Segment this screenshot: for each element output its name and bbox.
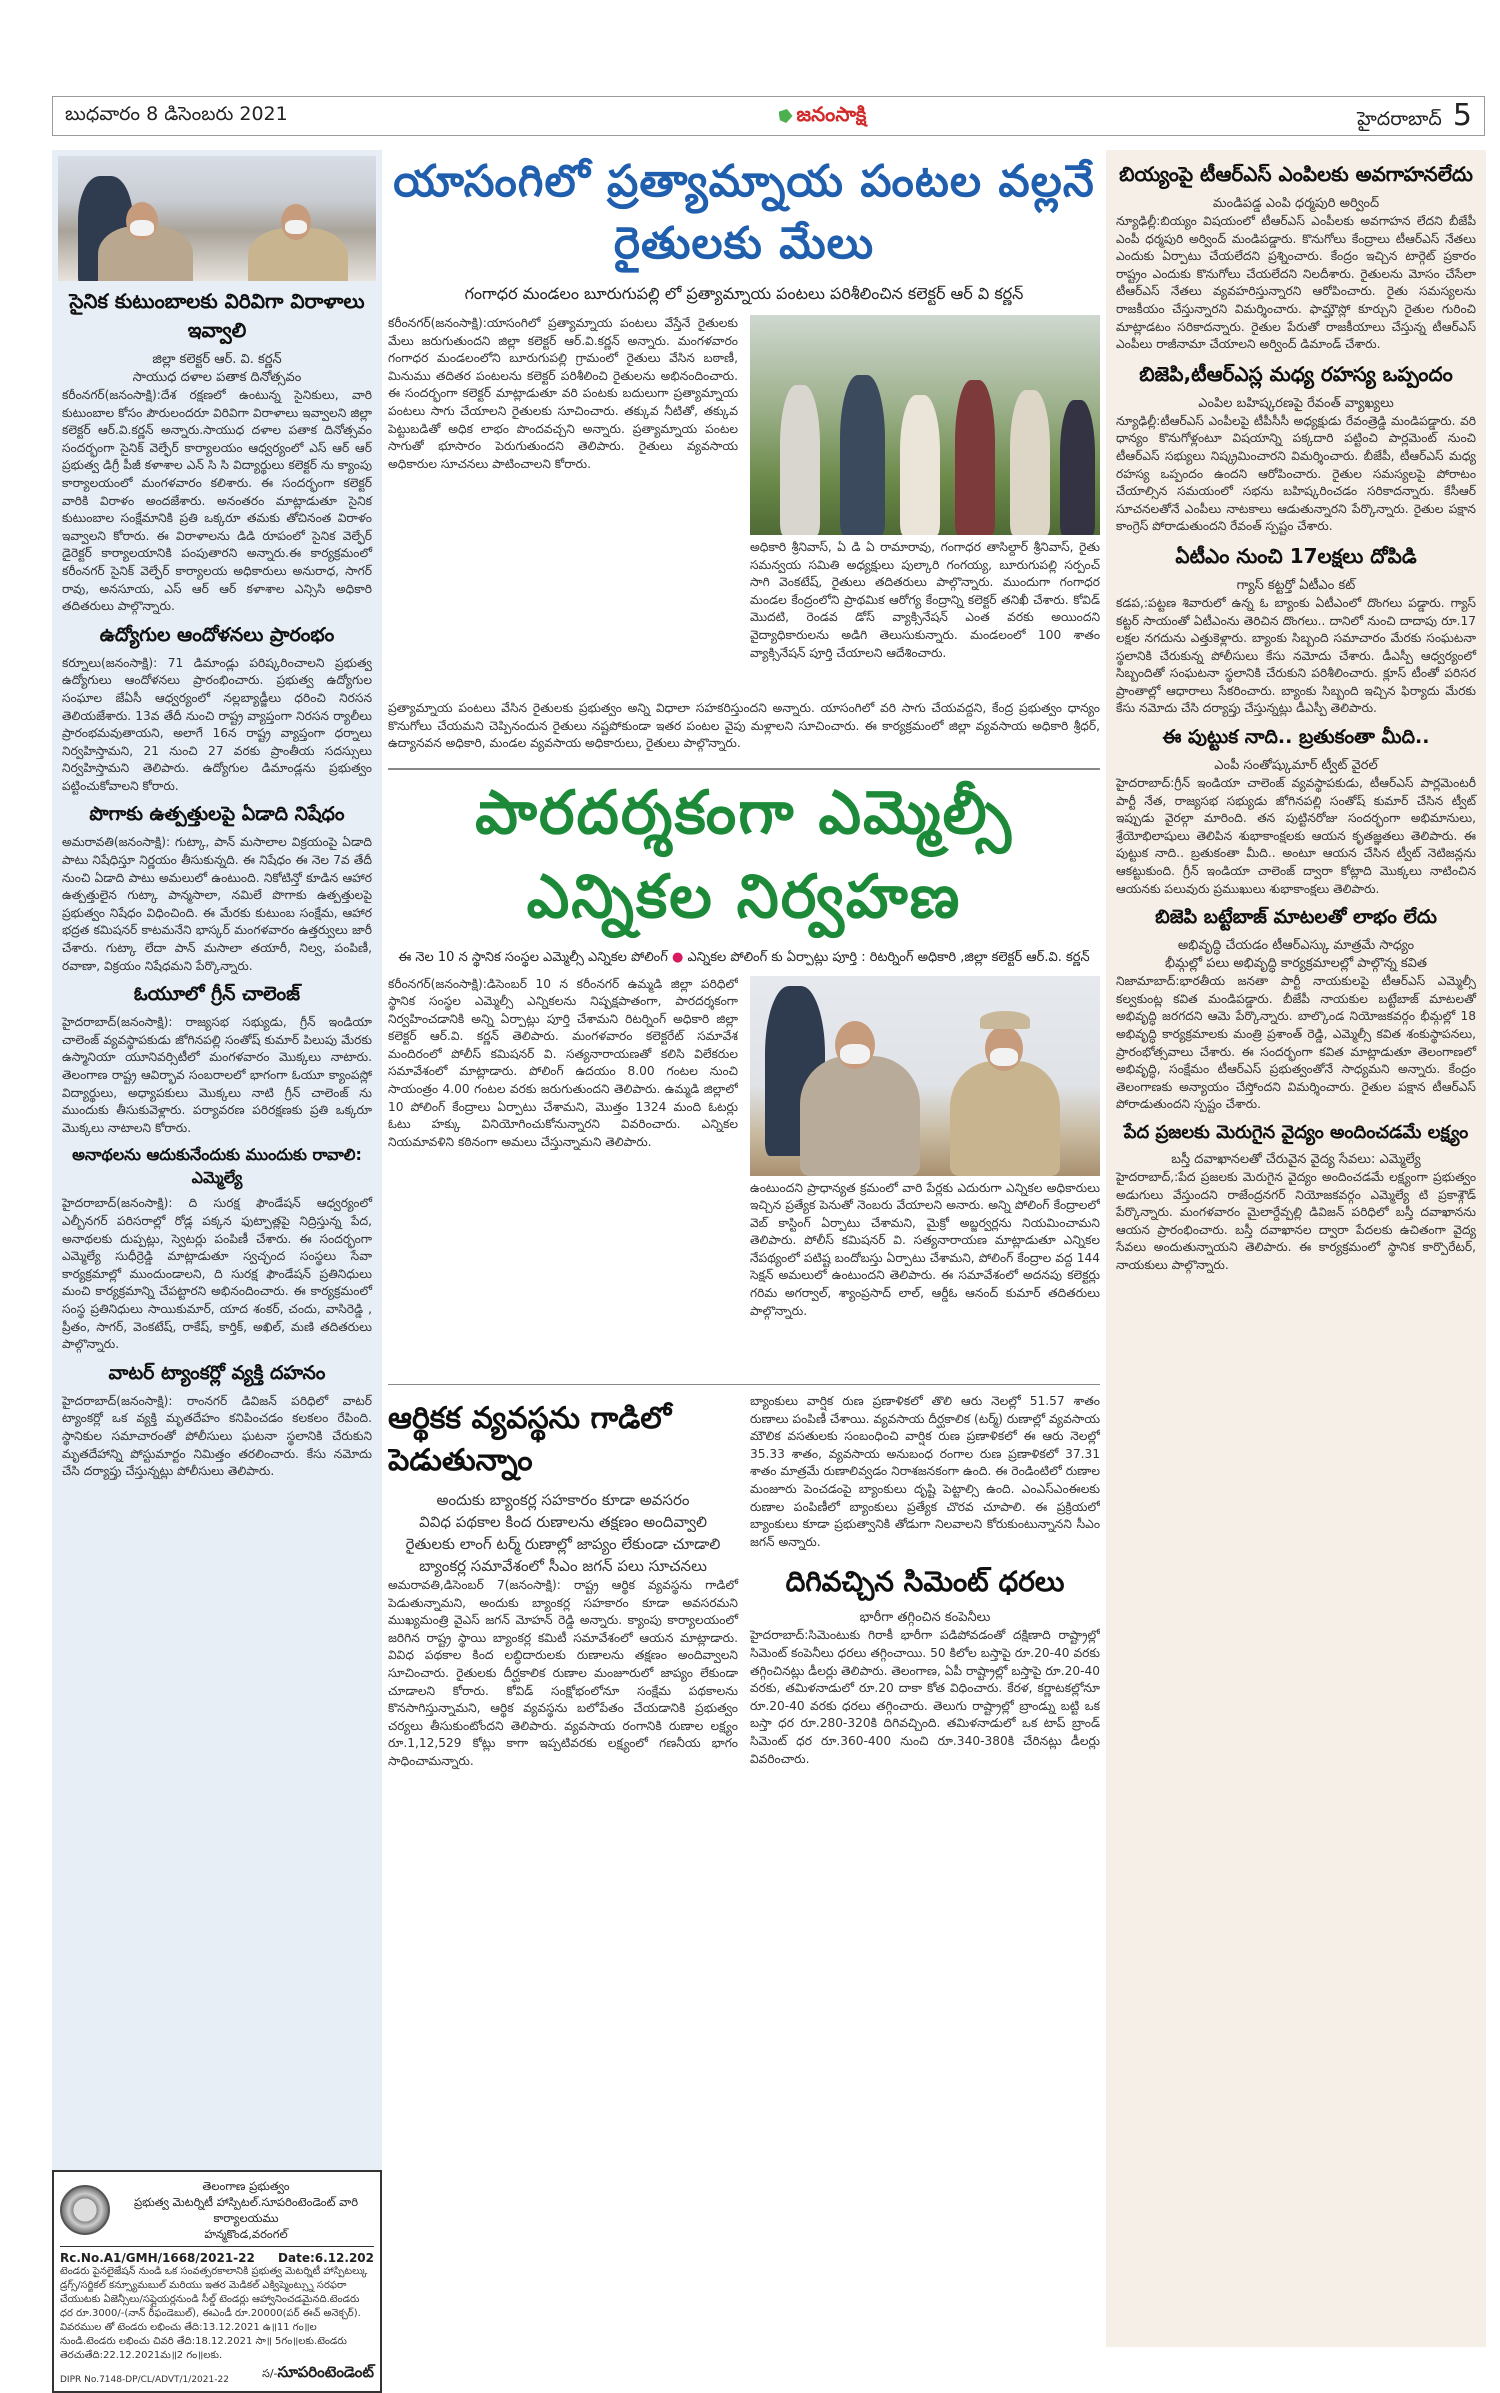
edition-city: హైదరాబాద్ [1357,107,1442,130]
mlc-body-col1: కరీంనగర్(జనంసాక్షి):డిసెంబర్ 10 న కరీంనగర్ ఉమ్మడి జిల్లా పరిధిలో స్థానిక సంస్థల ఎమ్మెల్సీ ఎన్నికలను నిష్పక్షపాతంగా, పారదర్శకంగా నిర్వహించడానికి అన్ని ఏర్పాట్లు పూర్తి చేశామని రిటర్నింగ్ అధికారి జిల్లా కలెక్టర్ ఆర్.వి. కర్ణన్ తెలిపారు. మంగళవారం కలెక్టరేట్ సమావేశ మందిరంలో పోలీస్ కమిషనర్ వి. సత్యనారాయణతో కలిసి విలేకరుల సమావేశంలో మాట్లాడారు. పోలింగ్ ఉదయం 8.00 గంటల నుంచి సాయంత్రం 4.00 గంటల వరకు జరుగుతుందని తెలిపారు. ఉమ్మడి జిల్లాలో 10 పోలింగ్ కేంద్రాలు ఏర్పాటు చేశామని, మొత్తం 1324 మంది ఓటర్లు ఓటు హక్కు వినియోగించుకోనున్నారని వివరించారు. ఎన్నికల నియమావళిని కఠినంగా అమలు చేస్తున్నామని తెలిపారు. [388,976,738,1149]
lead-headline: యాసంగిలో ప్రత్యామ్నాయ పంటల వల్లనే రైతులకు మేలు [393,156,1095,269]
mlc-election-headline: పారదర్శకంగా ఎమ్మెల్సీ ఎన్నికల నిర్వహణ [475,777,1013,932]
ad-office-line: ప్రభుత్వ మెటర్నిటీ హాస్పిటల్.సూపరింటెండెంట్ వారి కార్యాలయము [133,2195,359,2225]
middle-column [388,150,1100,2347]
newspaper-logo [779,102,867,131]
headline-birthday: ఈ పుట్టుక నాది.. బ్రతుకంతా మీది.. [1162,726,1430,749]
article-employees-body: కర్నూలు(జనంసాక్షి): 71 డిమాండ్లు పరిష్కరించాలని ప్రభుత్వ ఉద్యోగులు ఆందోళనలు ప్రారంభించారు. ప్రభుత్వ ఉద్యోగుల సంఘాల జేఏసీ ఆధ్వర్యంలో నల్లబ్యాడ్జీలు ధరించి నిరసన తెలియజేశారు. 13వ తేదీ నుంచి రాష్ట్ర వ్యాప్తంగా నిరసన ర్యాలీలు ప్రారంభమవుతాయని, అలాగే 16న రాష్ట్ర వ్యాప్తంగా ధర్నాలు నిర్వహిస్తామని, 21 నుంచి 27 వరకు ప్రాంతీయ సదస్సులు నిర్వహిస్తామని తెలిపారు. ఉద్యోగుల డిమాండ్లను ప్రభుత్వం పట్టించుకోవాలని కోరారు. [62,655,372,793]
subhead-birthday: ఎంపీ సంతోష్కుమార్ ట్వీట్ వైరల్ [1214,758,1378,774]
subhead-bjp-trs: ఎంపిల బహిష్కరణపై రేవంత్ వ్యాఖ్యలు [1198,395,1394,411]
right-column [1106,150,1486,2347]
article-bjp-trs-body: న్యూఢిల్లీ:టీఆర్ఎస్ ఎంపీలపై టీపీసీసీ అధ్యక్షుడు రేవంత్రెడ్డి మండిపడ్డారు. వరి ధాన్యం కొనుగోళ్లంటూ విషయాన్ని పక్కదారి పట్టించి పార్లమెంట్ నుంచి టీఆర్ఎస్ సభ్యులు నిష్క్రమించారని విమర్శించారు. బీజేపీ, టీఆర్ఎస్ మధ్య రహస్య ఒప్పందం ఉందని ఆరోపించారు. రైతుల సమస్యలపై పోరాటం చేయాల్సిన సమయంలో సభను బహిష్కరించడం సరికాదన్నారు. కేసీఆర్ సూచనలతోనే ఎంపీలు నాటకాలు ఆడుతున్నారని పేర్కొన్నారు. రైతుల పక్షాన కాంగ్రెస్ పోరాడుతుందని రేవంత్ స్పష్టం చేశారు. [1116,413,1476,534]
issue-date: బుధవారం 8 డిసెంబరు 2021 [65,102,288,125]
economy-body-col2: బ్యాంకులు వార్షిక రుణ ప్రణాళికలో తొలి ఆరు నెలల్లో 51.57 శాతం రుణాలు పంపిణీ చేశాయి. వ్యవసాయ దీర్ఘకాలిక (టర్మ్) రుణాల్లో వ్యవసాయ మౌలిక వసతులకు సంబంధించి వార్షిక రుణ ప్రణాళికలో ఈ ఆరు నెలల్లో 35.33 శాతం, వ్యవసాయ అనుబంధ రంగాల రుణ ప్రణాళికలో 37.31 శాతం మాత్రమే రుణాలివ్వడం నిరాశజనకంగా ఉంది. ఈ రెండింటిలో రుణాల మంజూరు పెంచడంపై బ్యాంకులు దృష్టి పెట్టాల్సి ఉంది. ఎంఎస్ఎంఈలకు రుణాల పంపిణీలో బ్యాంకులు ప్రత్యేక చొరవ చూపాలి. ఈ ప్రక్రియలో బ్యాంకులు కూడా ప్రభుత్వానికి తోడుగా నిలవాలని కోరుకుంటున్నానని సీఎం జగన్ అన్నారు. [750,1394,1100,1549]
economy-sub-2: వివిధ పథకాల కింద రుణాలను తక్షణం అందివ్వాలి [419,1513,707,1531]
subhead-kavitha-1: అభివృద్ధి చేయడం టీఆర్ఎస్కు మాత్రమే సాధ్యం [1177,938,1415,954]
page-number: 5 [1452,97,1472,133]
headline-rice: బియ్యంపై టీఆర్ఎస్ ఎంపిలకు అవగాహనలేదు [1119,162,1473,186]
ad-place-line: హన్మకొండ,వరంగల్ [204,2227,288,2241]
mlc-kicker-2: ఎన్నికల పోలింగ్ కు ఏర్పాట్లు పూర్తి : రిటర్నింగ్ అధికారి ,జిల్లా కలెక్టర్ ఆర్.వి. కర్ణన్ [687,949,1090,965]
headline-atm: ఏటీఎం నుంచి 17లక్షలు దోపిడి [1175,543,1417,568]
subhead-atm: గ్యాస్ కట్టర్తో ఏటీఎం కట్ [1236,577,1356,593]
subhead-rice: మండిపడ్డ ఎంపి ధర్మపురి అర్వింద్ [1212,196,1380,211]
lead-body-col2: అధికారి శ్రీనివాస్, ఏ డి ఏ రామారావు, గంగాధర తాసిల్దార్ శ్రీనివాస్, రైతు సమన్వయ సమితి అధ్యక్షులు పుల్కారి గంగయ్య, బూరుగుపల్లి సర్పంచ్ సాగి వెంకటేష్, రైతులు తదితరులు పాల్గొన్నారు. ముందుగా గంగాధర మండల కేంద్రంలోని ప్రాథమిక ఆరోగ్య కేంద్రాన్ని కలెక్టర్ తనిఖీ చేశారు. కోవిడ్ మొదటి, రెండవ డోస్ వ్యాక్సినేషన్ ఎంత వరకు అయిందని వైద్యాధికారులను అడిగి తెలుసుకున్నారు. మండలంలో 100 శాతం వ్యాక్సినేషన్ పూర్తి చేయాలని ఆదేశించారు. [750,540,1100,660]
left-column [52,150,382,2347]
article-water-tanker-body: హైదరాబాద్(జనంసాక్షి): రాంనగర్ డివిజన్ పరిధిలో వాటర్ ట్యాంకర్లో ఒక వ్యక్తి మృతదేహం కనిపించడం కలకలం రేపింది. స్థానికుల సమాచారంతో పోలీసులు ఘటనా స్థలానికి చేరుకుని మృతదేహాన్ని పోస్టుమార్టం నిమిత్తం తరలించారు. కేసు నమోదు చేసి దర్యాప్తు చేస్తున్నట్లు పోలీసులు తెలిపారు. [62,1393,372,1479]
lead-subheadline: గంగాధర మండలం బూరుగుపల్లి లో ప్రత్యామ్నాయ పంటలు పరిశీలించిన కలెక్టర్ ఆర్ వి కర్ణన్ [464,284,1024,303]
headline-employees: ఉద్యోగుల ఆందోళనలు ప్రారంభం [99,623,335,646]
headline-water-tanker: వాటర్ ట్యాంకర్లో వ్యక్తి దహనం [108,1361,326,1384]
article-green-challenge-body: హైదరాబాద్(జనంసాక్షి): రాజ్యసభ సభ్యుడు, గ్రీన్ ఇండియా చాలెంజ్ వ్యవస్థాపకుడు జోగినపల్లి సంతోష్ కుమార్ పిలుపు మేరకు ఉస్మానియా యూనివర్సిటీలో మంగళవారం మొక్కలు నాటారు. తెలంగాణ రాష్ట్ర ఆవిర్భావ సంబరాలలో భాగంగా ఓయూ క్యాంపస్లో విద్యార్థులు, అధ్యాపకులు మొక్కలు నాటి గ్రీన్ చాలెంజ్ ను ముందుకు తీసుకువెళ్లారు. పర్యావరణ పరిరక్షణకు ప్రతి ఒక్కరూ మొక్కలు నాటాలని కోరారు. [62,1015,372,1135]
lead-body-col1: కరీంనగర్(జనంసాక్షి):యాసంగిలో ప్రత్యామ్నాయ పంటలు వేస్తేనే రైతులకు మేలు జరుగుతుందని జిల్లా కలెక్టర్ ఆర్.వి.కర్ణన్ అన్నారు. మంగళవారం గంగాధర మండలంలోని బూరుగుపల్లి గ్రామంలో రైతులు వేసిన బఠాణీ, మినుము తదితర పంటలను కలెక్టర్ పరిశీలించి రైతులను అభినందించారు. ఈ సందర్భంగా కలెక్టర్ మాట్లాడుతూ వరి పంటకు బదులుగా ప్రత్యామ్నాయ పంటలు సాగు చేయాలని రైతులకు సూచించారు. తక్కువ నీటితో, తక్కువ పెట్టుబడితో అధిక లాభం పొందవచ్చని అన్నారు. ప్రత్యామ్నాయ పంటల సాగుతో భూసారం పెరుగుతుందని తెలిపారు. రైతులు వ్యవసాయ అధికారుల సూచనలు పాటించాలని కోరారు. [388,316,738,471]
mlc-body-col2: ఉంటుందని ప్రాధాన్యత క్రమంలో వారి పేర్లకు ఎదురుగా ఎన్నికల అధికారులు ఇచ్చిన ప్రత్యేక పెనుతో నెంబరు వేయాలని అనారు. అన్ని పోలింగ్ కేంద్రాలలో వెబ్ కాస్టింగ్ ఏర్పాటు చేశామని, మైక్రో అబ్జర్వర్లను నియమించామని తెలిపారు. పోలీస్ కమిషనర్ వి. సత్యనారాయణ మాట్లాడుతూ ఎన్నికల నేపథ్యంలో పటిష్ట బందోబస్తు ఏర్పాటు చేశామని, పోలింగ్ కేంద్రాల వద్ద 144 సెక్షన్ అమలులో ఉంటుందని తెలిపారు. ఈ సమావేశంలో అదనపు కలెక్టర్లు గరిమ అగర్వాల్, శ్యాంప్రసాద్ లాల్, ఆర్డీఓ ఆనంద్ కుమార్ తదితరులు పాల్గొన్నారు. [750,1180,1100,1318]
press-meet-photo [750,976,1100,1176]
subhead-sainik-1: జిల్లా కలెక్టర్ ఆర్. వి. కర్ణన్ [152,352,282,367]
headline-sainik: సైనిక కుటుంబాలకు విరివిగా విరాళాలు ఇవ్వాలి [69,289,365,342]
ad-date: Date:6.12.202 [278,2251,374,2265]
cement-subheadline: భారీగా తగ్గించిన కంపెనీలు [859,1610,991,1626]
mlc-kicker-1: ఈ నెల 10 న స్థానిక సంస్థల ఎమ్మెల్సీ ఎన్నికల పోలింగ్ [398,949,668,965]
headline-bjp-trs: బిజెపి,టీఆర్ఎస్ల మధ్య రహస్య ఒప్పందం [1139,361,1453,386]
economy-headline: ఆర్థికక వ్యవస్థను గాడిలో పెడుతున్నాం [388,1401,672,1478]
article-health-body: హైదరాబాద్,:పేద ప్రజలకు మెరుగైన వైద్యం అందించడమే లక్ష్యంగా ప్రభుత్వం అడుగులు వేస్తుందని రాజేంద్రనగర్ నియోజకవర్గం ఎమ్మెల్యే టి ప్రకాశ్గౌడ్ పేర్కొన్నారు. మంగళవారం మైలార్దేవ్పల్లి డివిజన్ పరిధిలో బస్తీ దవాఖానను ఆయన ప్రారంభించారు. బస్తీ దవాఖానల ద్వారా పేదలకు ఉచితంగా వైద్య సేవలు అందుతున్నాయని తెలిపారు. ఈ కార్యక్రమంలో స్థానిక కార్పొరేటర్, నాయకులు పాల్గొన్నారు. [1116,1169,1476,1272]
collector-photo [58,156,376,281]
ad-signature: సూపరింటెండెంట్ [277,2363,374,2381]
article-tobacco-body: అమరావతి(జనంసాక్షి): గుట్కా, పాన్ మసాలాల విక్రయంపై ఏడాది పాటు నిషేధిస్తూ నిర్ణయం తీసుకున్నది. ఈ నిషేధం ఈ నెల 7వ తేదీ నుంచి ఏడాది పాటు అమలులో ఉంటుంది. నికోటిన్తో కూడిన ఆహార ఉత్పత్తులైన గుట్కా పాన్మసాలా, నమిలే పొగాకు ఉత్పత్తులపై ప్రభుత్వం నిషేధం విధించింది. ఈ మేరకు కుటుంబ సంక్షేమ, ఆహార భద్రత కమిషనర్ కాటమనేని భాస్కర్ మంగళవారం ఉత్తర్వులు జారీ చేశారు. గుట్కా లేదా పాన్ మసాలా తయారీ, నిల్వ, పంపిణీ, రవాణా, విక్రయం నిషేధమని పేర్కొన్నారు. [62,835,372,973]
article-orphans-body: హైదరాబాద్(జనంసాక్షి): ది సురక్ష ఫౌండేషన్ ఆధ్వర్యంలో ఎల్బీనగర్ పరిసరాల్లో రోడ్ల పక్కన ఫుట్పాత్లపై నిద్రిస్తున్న పేద, అనాథలకు దుప్పట్లు, స్వెటర్లు పంపిణీ చేశారు. ఈ సందర్భంగా ఎమ్మెల్యే సుధీర్రెడ్డి మాట్లాడుతూ స్వచ్ఛంద సంస్థలు సేవా కార్యక్రమాల్లో ముందుండాలని, ది సురక్ష ఫౌండేషన్ ప్రతినిధులు మంచి కార్యక్రమాన్ని చేపట్టారని అభినందించారు. ఈ కార్యక్రమంలో సంస్థ ప్రతినిధులు సాయికుమార్, యాద శంకర్, చందు, వాసిరెడ్డి , ప్రీతం, సాగర్, వెంకటేష్, రాకేష్, కార్తిక్, అఖిల్, మణి తదితరులు పాల్గొన్నారు. [62,1196,372,1352]
divider [388,768,1100,770]
article-kavitha-body: నిజామాబాద్:భారతీయ జనతా పార్టీ నాయకులపై టీఆర్ఎస్ ఎమ్మెల్సీ కల్వకుంట్ల కవిత మండిపడ్డారు. బీజేపీ నాయకుల బట్టేబాజ్ మాటలతో అభివృద్ధి జరగదని ఆమె పేర్కొన్నారు. బాల్కొండ నియోజకవర్గం భీమ్గల్లో 18 అభివృద్ధి కార్యక్రమాలకు మంత్రి ప్రశాంత్ రెడ్డి, ఎమ్మెల్సీ కవిత శంకుస్థాపనలు, ప్రారంభోత్సవాలు చేశారు. ఈ సందర్భంగా కవిత మాట్లాడుతూ తెలంగాణలో అభివృద్ధి, సంక్షేమం టీఆర్ఎస్ ప్రభుత్వంతోనే సాధ్యమని అన్నారు. కేంద్రం తెలంగాణకు అన్యాయం చేస్తోందని విమర్శించారు. రైతుల పక్షాన టీఆర్ఎస్ పోరాడుతుందని స్పష్టం చేశారు. [1116,974,1476,1112]
tender-advertisement [52,2170,382,2393]
article-birthday-body: హైదరాబాద్:గ్రీన్ ఇండియా చాలెంజ్ వ్యవస్థాపకుడు, టీఆర్ఎస్ పార్లమెంటరీ పార్టీ నేత, రాజ్యసభ సభ్యుడు జోగినపల్లి సంతోష్ కుమార్ చేసిన ట్వీట్ ఇప్పుడు వైరల్గా మారింది. తన పుట్టినరోజు సందర్భంగా అభిమానులు, శ్రేయోభిలాషులు తెలిపిన శుభాకాంక్షలకు ఆయన కృతజ్ఞతలు తెలిపారు. ఈ పుట్టుక నాది.. బ్రతుకంతా మీది.. అంటూ ఆయన చేసిన ట్వీట్ నెటిజన్లను ఆకట్టుకుంది. గ్రీన్ ఇండియా చాలెంజ్ ద్వారా కోట్లాది మొక్కలు నాటించిన ఆయనకు పలువురు ప్రముఖులు శుభాకాంక్షలు తెలిపారు. [1116,776,1476,896]
headline-health: పేద ప్రజలకు మెరుగైన వైద్యం అందించడమే లక్ష్యం [1123,1121,1469,1143]
article-rice-body: న్యూఢిల్లీ:బియ్యం విషయంలో టీఆర్ఎస్ ఎంపీలకు అవగాహన లేదని బీజేపీ ఎంపీ ధర్మపురి అర్వింద్ మండిపడ్డారు. కొనుగోలు కేంద్రాలు టీఆర్ఎస్ నేతలు ఎందుకు ఏర్పాటు చేయలేదని ప్రశ్నించారు. కేంద్రం ఇచ్చిన టార్గెట్ ప్రకారం రాష్ట్రం ఎందుకు కొనుగోలు చేయలేదని నిలదీశారు. రైతులను మోసం చేసేలా టీఆర్ఎస్ నేతలు వ్యవహరిస్తున్నారని ఆరోపించారు. రైతు సమస్యలను రాజకీయం చేస్తున్నారని విమర్శించారు. ఫామ్హౌస్లో కూర్చుని రైతుల గురించి మాట్లాడటం సరికాదన్నారు. రైతుల పేరుతో రాజకీయాలు చేస్తున్న టీఆర్ఎస్ ఎంపీలు రాజీనామా చేయాలని అర్వింద్ డిమాండ్ చేశారు. [1116,214,1476,352]
headline-tobacco: పొగాకు ఉత్పత్తులపై ఏడాది నిషేధం [89,803,345,826]
cement-headline: దిగివచ్చిన సిమెంట్ ధరలు [785,1565,1065,1599]
page-label [1357,98,1472,135]
mlc-election-kicker [388,950,1100,968]
ad-ref-number: Rc.No.A1/GMH/1668/2021-22 [60,2251,255,2265]
headline-green-challenge: ఓయూలో గ్రీన్ చాలెంజ్ [133,983,301,1006]
ad-body: టెండరు పైనలైజేషన్ నుండి ఒక సంవత్సరకాలానికి ప్రభుత్వ మెటర్నిటీ హాస్పిటల్కు డ్రగ్స్/సర్జికల్ కన్స్యూమబుల్ మరియు ఇతర మెడికల్ ఎక్విప్మెంట్స్ను సరఫరా చేయుటకు ఏజెన్సీలు/సప్లైయర్లనుండి సీల్డ్ టెండర్లు ఆహ్వానించడమైనది.టెండరు ధర రూ.3000/-(నాన్ రీఫండెబుల్), ఈఎండీ రూ.20000(పర్ ఈచ్ అనెక్చర్). వివరముల తో టెండరు లభించు తేది:13.12.2021 ఉ॥11 గం॥ల నుండి.టెండరు లభించు చివరి తేది:18.12.2021 సా॥ 5గం॥లకు.టెండరు తెరచుతేది:22.12.2021మ॥2 గం॥లకు. [60,2266,368,2361]
ad-sign-prefix: స/- [262,2367,278,2380]
lead-body-continued: ప్రత్యామ్నాయ పంటలు వేసిన రైతులకు ప్రభుత్వం అన్ని విధాలా సహకరిస్తుందని అన్నారు. యాసంగిలో వరి సాగు చేయవద్దని, కేంద్ర ప్రభుత్వం ధాన్యం కొనుగోలు చేయమని చెప్పినందున రైతులు నష్టపోకుండా ఇతర పంటల వైపు మళ్లాలని సూచించారు. ఈ కార్యక్రమంలో జిల్లా వ్యవసాయ అధికారి శ్రీధర్, ఉద్యానవన అధికారి, మండల వ్యవసాయ అధికారులు, రైతులు పాల్గొన్నారు. [388,701,1100,751]
ad-dipr-number: DIPR No.7148-DP/CL/ADVT/1/2021-22 [60,2375,229,2385]
logo-text: జనంసాక్షి [796,101,867,126]
economy-sub-4: బ్యాంకర్ల సమావేశంలో సీఎం జగన్ పలు సూచనలు [419,1557,707,1575]
subhead-health: బస్తీ దవాఖానలతో చేరువైన వైద్య సేవలు: ఎమ్మెల్యే [1171,1151,1421,1167]
economy-sub-1: అందుకు బ్యాంకర్ల సహకారం కూడా అవసరం [436,1491,690,1509]
article-sainik-body: కరీంనగర్(జనంసాక్షి):దేశ రక్షణలో ఉంటున్న సైనికులు, వారి కుటుంబాల కోసం పౌరులందరూ విరివిగా విరాళాలు ఇవ్వాలని జిల్లా కలెక్టర్ ఆర్.వి.కర్ణన్ అన్నారు.సాయుధ దళాల పతాక దినోత్సవం సందర్భంగా సైనిక్ వెల్ఫేర్ కార్యాలయం ఆధ్వర్యంలో ఎస్ ఆర్ ఆర్ ప్రభుత్వ డిగ్రీ పీజీ కళాశాల ఎన్ సి సి విద్యార్థులు కలెక్టర్ ను క్యాంపు కార్యాలయంలో మంగళవారం కలిశారు. ఈ సందర్భంగా కలెక్టర్ వారికి విరాళం అందజేశారు. అనంతరం మాట్లాడుతూ సైనిక కుటుంబాల సంక్షేమానికి ప్రతి ఒక్కరూ తమకు తోచినంత విరాళం ఇవ్వాలని కోరారు. ఈ విరాళాలను డిడి రూపంలో సైనిక వెల్ఫేర్ డైరెక్టర్ కార్యాలయానికి పంపుతారని అన్నారు.ఈ కార్యక్రమంలో కరీంనగర్ సైనిక్ వెల్ఫేర్ కార్యాలయ అధికారులు అనురాధ, సాగర్ రావు, అనసూయ, ఎస్ ఆర్ ఆర్ కళాశాల ఎన్సిసి అధికారి తదితరులు పాల్గొన్నారు. [62,388,372,614]
bullet-icon: ● [671,949,684,965]
field-visit-photo [750,315,1100,535]
subhead-kavitha-2: భీమ్గల్లో పలు అభివృద్ధి కార్యక్రమాలల్లో పాల్గొన్న కవిత [1164,956,1428,972]
article-atm-body: కడప,:పట్టణ శివారులో ఉన్న ఓ బ్యాంకు ఏటీఎంలో దొంగలు పడ్డారు. గ్యాస్ కట్టర్ సాయంతో ఏటీఎంను తెరిచిన దొంగలు.. దానిలో నుంచి దాదాపు రూ.17 లక్షల నగదును ఎత్తుకెళ్లారు. బ్యాంకు సిబ్బంది సమాచారం మేరకు సంఘటనా స్థలానికి చేరుకున్న పోలీసులు కేసు నమోదు చేశారు. డీఎస్పీ ఆధ్వర్యంలో సిబ్బందితో సంఘటనా స్థలానికి చేరుకుని పరిశీలించారు. క్లూస్ టీంతో పరిసర ప్రాంతాల్లో ఆధారాలు సేకరించారు. బ్యాంకు సిబ్బంది ఇచ్చిన ఫిర్యాదు మేరకు కేసు నమోదు చేసి దర్యాప్తు చేస్తున్నట్లు డీఎస్పీ తెలిపారు. [1116,595,1476,716]
headline-kavitha: బిజెపి బట్టేబాజ్ మాటలతో లాభం లేదు [1155,906,1437,929]
ad-govt-line: తెలంగాణ ప్రభుత్వం [202,2179,290,2193]
economy-sub-3: రైతులకు లాంగ్ టర్మ్ రుణాల్లో జాప్యం లేకుండా చూడాలి [405,1535,721,1553]
cement-body: హైదరాబాద్:సిమెంటుకు గిరాకీ భారీగా పడిపోవడంతో దక్షిణాది రాష్ట్రాల్లో సిమెంట్ కంపెనీలు ధరలు తగ్గించాయి. 50 కిలోల బస్తాపై రూ.20-40 వరకు తగ్గించినట్లు డీలర్లు తెలిపారు. తెలంగాణ, ఏపీ రాష్ట్రాల్లో బస్తాపై రూ.20-40 వరకు, తమిళనాడులో రూ.20 దాకా కోత విధించారు. కేరళ, కర్ణాటకల్లోనూ రూ.20-40 వరకు ధరలు తగ్గించారు. తెలుగు రాష్ట్రాల్లో బ్రాండ్ను బట్టి ఒక బస్తా ధర రూ.280-320కి దిగివచ్చింది. తమిళనాడులో ఒక టాప్ బ్రాండ్ సిమెంట్ ధర రూ.360-400 నుంచి రూ.340-380కి చేరినట్లు డీలర్లు వివరించారు. [750,1628,1100,1766]
subhead-sainik-2: సాయుధ దళాల పతాక దినోత్సవం [132,370,302,385]
divider [388,1384,1100,1386]
telangana-emblem-icon [60,2185,110,2235]
telangana-map-icon [779,109,793,123]
masthead [52,96,1485,136]
headline-orphans: అనాథలను ఆదుకునేందుకు ముందుకు రావాలి: ఎమ్మెల్యే [72,1145,362,1188]
economy-body-col1: అమరావతి,డిసెంబర్ 7(జనంసాక్షి): రాష్ట్ర ఆర్థిక వ్యవస్థను గాడిలో పెడుతున్నామని, అందుకు బ్యాంకర్ల సహకారం కూడా అవసరమని ముఖ్యమంత్రి వైఎస్ జగన్ మోహన్ రెడ్డి అన్నారు. క్యాంపు కార్యాలయంలో జరిగిన రాష్ట్ర స్థాయి బ్యాంకర్ల కమిటీ సమావేశంలో ఆయన మాట్లాడారు. వివిధ పథకాల కింద లబ్ధిదారులకు రుణాలను తక్షణం అందివ్వాలని సూచించారు. రైతులకు దీర్ఘకాలిక రుణాల మంజూరులో జాప్యం లేకుండా చూడాలని కోరారు. కోవిడ్ సంక్షోభంలోనూ సంక్షేమ పథకాలను కొనసాగిస్తున్నామని, ఆర్థిక వ్యవస్థను బలోపేతం చేయడానికి ప్రభుత్వం చర్యలు తీసుకుంటోందని తెలిపారు. వ్యవసాయ రంగానికి రుణాల లక్ష్యం రూ.1,12,529 కోట్లు కాగా ఇప్పటివరకు లక్ష్యంలో గణనీయ భాగం సాధించామన్నారు. [388,1578,738,1768]
